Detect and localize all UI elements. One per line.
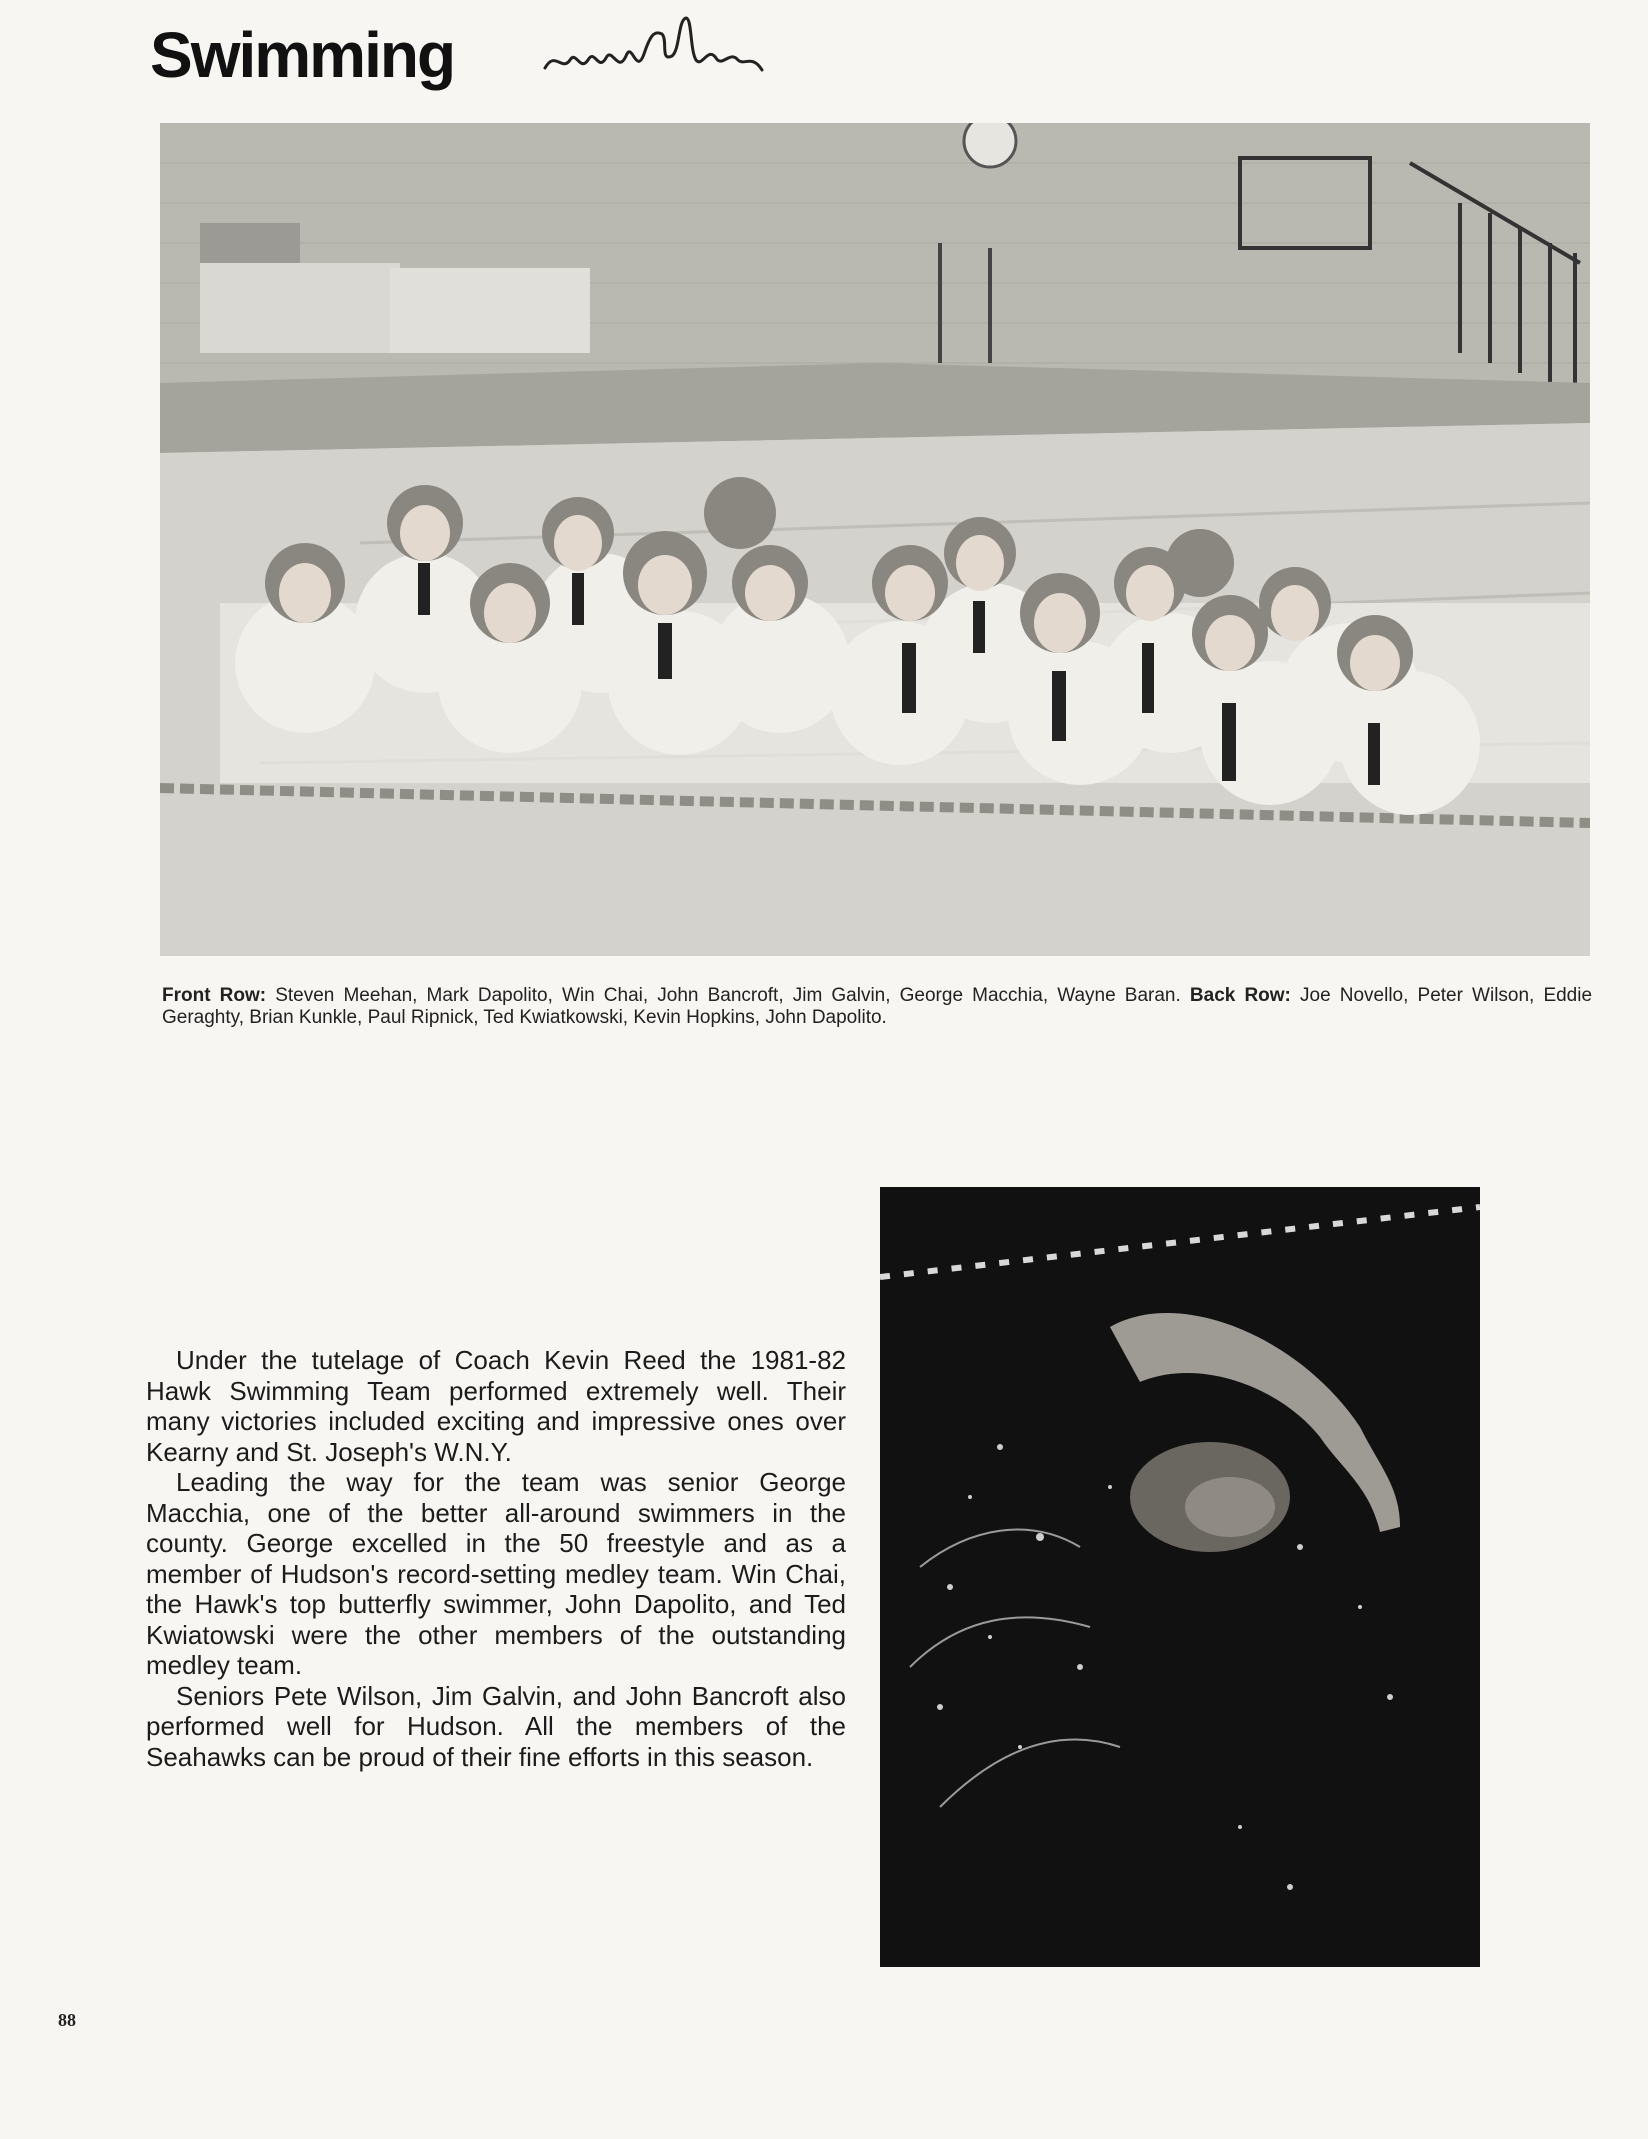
team-photo [160, 123, 1590, 956]
front-row-names: Steven Meehan, Mark Dapolito, Win Chai, John Bancroft, Jim Galvin, George Macchia, Wayne Baran. [275, 985, 1181, 1006]
front-row-label: Front Row: [162, 985, 267, 1006]
page-number: 88 [58, 2010, 76, 2030]
article-paragraph: Seniors Pete Wilson, Jim Galvin, and John Bancroft also performed well for Hudson. All the members of the Seahawks can be proud of their fine efforts in this season. [146, 1680, 846, 1772]
team-photo-caption [162, 985, 1592, 1029]
handwritten-signature [540, 10, 770, 90]
article-paragraph: Under the tutelage of Coach Kevin Reed the 1981-82 Hawk Swimming Team performed extremely well. Their many victories included exciting and impressive ones over Kearny and St. Joseph's W.N.Y. [146, 1345, 846, 1467]
article-paragraph: Leading the way for the team was senior George Macchia, one of the better all-around swimmers in the county. George excelled in the 50 freestyle and as a member of Hudson's record-setting medley team. Win Chai, the Hawk's top butterfly swimmer, John Dapolito, and Ted Kwiatowski were the other members of the outstanding medley team. [146, 1467, 846, 1680]
back-row-names: Joe Novello, Peter Wilson, Eddie Geraghty, Brian Kunkle, Paul Ripnick, Ted Kwiatkowski, Kevin Hopkins, John Dapolito. [162, 985, 1593, 1028]
swimmer-photo [880, 1187, 1480, 1967]
article-body [146, 1345, 846, 1772]
page-title: Swimming [150, 19, 455, 91]
back-row-label: Back Row: [1189, 985, 1291, 1006]
